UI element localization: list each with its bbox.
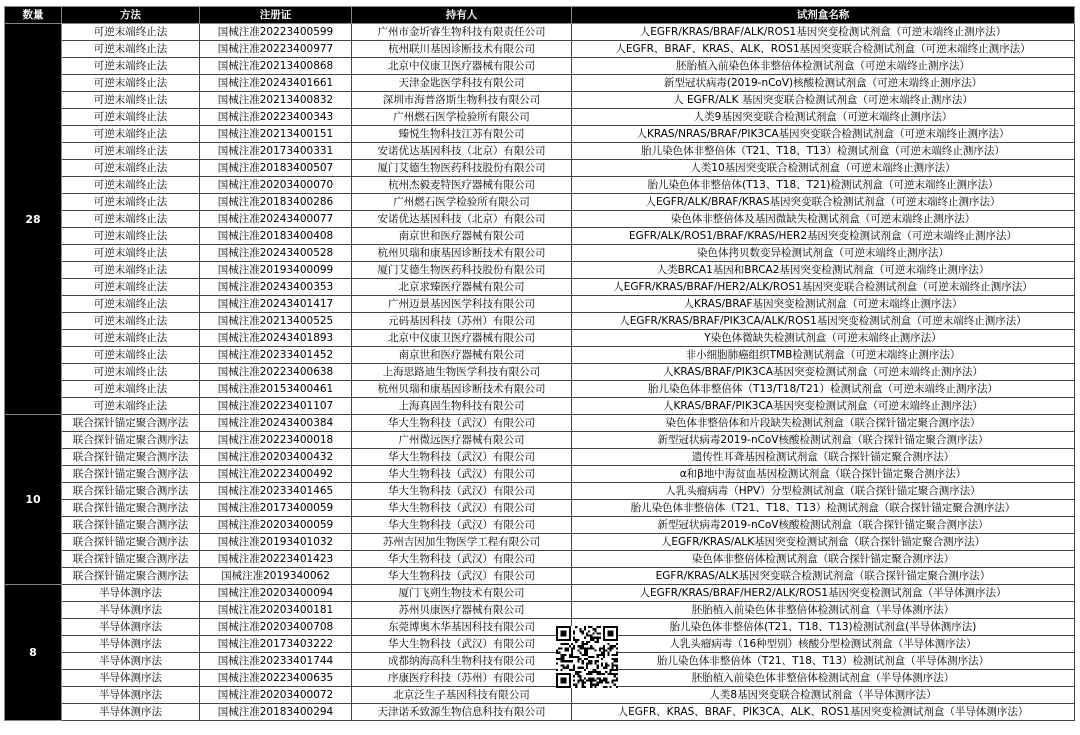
- registration-cell: 国械注准20213400868: [200, 58, 352, 75]
- table-row: [5, 483, 1075, 500]
- table-row: [5, 381, 1075, 398]
- registration-cell: 国械注准20183400507: [200, 160, 352, 177]
- kit-name-cell: 人KRAS/NRAS/BRAF/PIK3CA基因突变联合检测试剂盒（可逆末端终止测序法）: [572, 126, 1075, 143]
- device-registration-table: [4, 6, 1075, 721]
- registration-cell: 国械注准20183400408: [200, 228, 352, 245]
- kit-name-cell: 遗传性耳聋基因检测试剂盒（联合探针锚定聚合测序法）: [572, 449, 1075, 466]
- table-row: [5, 687, 1075, 704]
- holder-cell: 华大生物科技（武汉）有限公司: [352, 636, 572, 653]
- kit-name-cell: 胎儿染色体非整倍体（T21、T18、T13）检测试剂盒（半导体测序法）: [572, 653, 1075, 670]
- kit-name-cell: EGFR/KRAS/ALK基因突变联合检测试剂盒（联合探针锚定聚合测序法）: [572, 568, 1075, 585]
- method-cell: 可逆末端终止法: [62, 126, 200, 143]
- holder-cell: 安诺优达基因科技（北京）有限公司: [352, 211, 572, 228]
- holder-cell: 苏州吉因加生物医学工程有限公司: [352, 534, 572, 551]
- registration-cell: 国械注准20233401744: [200, 653, 352, 670]
- method-cell: 可逆末端终止法: [62, 364, 200, 381]
- method-cell: 半导体测序法: [62, 585, 200, 602]
- holder-cell: 安诺优达基因科技（北京）有限公司: [352, 143, 572, 160]
- table-body: [5, 24, 1075, 721]
- registration-cell: 国械注准20193400099: [200, 262, 352, 279]
- kit-name-cell: 人类10基因突变联合检测试剂盒（可逆末端终止测序法）: [572, 160, 1075, 177]
- method-cell: 可逆末端终止法: [62, 194, 200, 211]
- holder-cell: 杭州贝瑞和康基因诊断技术有限公司: [352, 245, 572, 262]
- method-cell: 联合探针锚定聚合测序法: [62, 568, 200, 585]
- kit-name-cell: 胎儿染色体非整倍体（T13/T18/T21）检测试剂盒（可逆末端终止测序法）: [572, 381, 1075, 398]
- registration-cell: 国械注准20233401465: [200, 483, 352, 500]
- registration-cell: 国械注准20223400599: [200, 24, 352, 41]
- holder-cell: 厦门飞朔生物技术有限公司: [352, 585, 572, 602]
- table-row: [5, 41, 1075, 58]
- method-cell: 可逆末端终止法: [62, 41, 200, 58]
- method-cell: 可逆末端终止法: [62, 109, 200, 126]
- registration-cell: 国械注准20243400384: [200, 415, 352, 432]
- method-cell: 可逆末端终止法: [62, 58, 200, 75]
- holder-cell: 华大生物科技（武汉）有限公司: [352, 517, 572, 534]
- method-cell: 可逆末端终止法: [62, 143, 200, 160]
- table-row: [5, 415, 1075, 432]
- holder-cell: 苏州贝康医疗器械有限公司: [352, 602, 572, 619]
- holder-cell: 杭州联川基因诊断技术有限公司: [352, 41, 572, 58]
- kit-name-cell: Y染色体微缺失检测试剂盒（可逆末端终止测序法）: [572, 330, 1075, 347]
- kit-name-cell: 人 EGFR/ALK 基因突变联合检测试剂盒（可逆末端终止测序法）: [572, 92, 1075, 109]
- kit-name-cell: 胚胎植入前染色体非整倍体检测试剂盒（可逆末端终止测序法）: [572, 58, 1075, 75]
- registration-cell: 国械注准20203400059: [200, 517, 352, 534]
- kit-name-cell: 人KRAS/BRAF/PIK3CA基因突变检测试剂盒（可逆末端终止测序法）: [572, 398, 1075, 415]
- group-count-cell: 10: [5, 415, 62, 585]
- registration-cell: 国械注准20173400059: [200, 500, 352, 517]
- table-row: [5, 24, 1075, 41]
- kit-name-cell: 胎儿染色体非整倍体（T21、T18、T13）检测试剂盒（可逆末端终止测序法）: [572, 143, 1075, 160]
- registration-cell: 国械注准20223401423: [200, 551, 352, 568]
- table-row: [5, 500, 1075, 517]
- kit-name-cell: 人EGFR、KRAS、BRAF、PIK3CA、ALK、ROS1基因突变检测试剂盒（半导体测序法）: [572, 704, 1075, 721]
- method-cell: 可逆末端终止法: [62, 347, 200, 364]
- kit-name-cell: 人KRAS/BRAF基因突变检测试剂盒（可逆末端终止测序法）: [572, 296, 1075, 313]
- holder-cell: 广州市金圻睿生物科技有限责任公司: [352, 24, 572, 41]
- holder-cell: 北京中仪康卫医疗器械有限公司: [352, 58, 572, 75]
- method-cell: 联合探针锚定聚合测序法: [62, 534, 200, 551]
- table-row: [5, 398, 1075, 415]
- table-row: [5, 143, 1075, 160]
- holder-cell: 华大生物科技（武汉）有限公司: [352, 415, 572, 432]
- registration-cell: 国械注准20193401032: [200, 534, 352, 551]
- kit-name-cell: 人乳头瘤病毒（HPV）分型检测试剂盒（联合探针锚定聚合测序法）: [572, 483, 1075, 500]
- method-cell: 可逆末端终止法: [62, 160, 200, 177]
- kit-name-cell: 胚胎植入前染色体非整倍体检测试剂盒（半导体测序法）: [572, 670, 1075, 687]
- table-row: [5, 449, 1075, 466]
- method-cell: 可逆末端终止法: [62, 262, 200, 279]
- kit-name-cell: 新型冠状病毒2019-nCoV核酸检测试剂盒（联合探针锚定聚合测序法）: [572, 432, 1075, 449]
- kit-name-cell: α和β地中海贫血基因检测试剂盒（联合探针锚定聚合测序法）: [572, 466, 1075, 483]
- table-row: [5, 602, 1075, 619]
- kit-name-cell: 新型冠状病毒(2019-nCoV)核酸检测试剂盒（可逆末端终止测序法）: [572, 75, 1075, 92]
- kit-name-cell: 人KRAS/BRAF/PIK3CA基因突变检测试剂盒（可逆末端终止测序法）: [572, 364, 1075, 381]
- registration-cell: 国械注准20243400528: [200, 245, 352, 262]
- kit-name-cell: 人EGFR/KRAS/BRAF/ALK/ROS1基因突变检测试剂盒（可逆末端终止测序法）: [572, 24, 1075, 41]
- holder-cell: 上海真固生物科技有限公司: [352, 398, 572, 415]
- holder-cell: 华大生物科技（武汉）有限公司: [352, 568, 572, 585]
- kit-name-cell: 人EGFR/KRAS/BRAF/HER2/ALK/ROS1基因突变检测试剂盒（半导体测序法）: [572, 585, 1075, 602]
- method-cell: 半导体测序法: [62, 653, 200, 670]
- table-row: [5, 160, 1075, 177]
- registration-cell: 国械注准20203400432: [200, 449, 352, 466]
- registration-cell: 国械注准20233401452: [200, 347, 352, 364]
- registration-cell: 国械注准20223400018: [200, 432, 352, 449]
- kit-name-cell: 人类BRCA1基因和BRCA2基因突变检测试剂盒（可逆末端终止测序法）: [572, 262, 1075, 279]
- method-cell: 联合探针锚定聚合测序法: [62, 500, 200, 517]
- registration-cell: 国械注准20203400708: [200, 619, 352, 636]
- table-row: [5, 636, 1075, 653]
- holder-cell: 广州微远医疗器械有限公司: [352, 432, 572, 449]
- table-row: [5, 92, 1075, 109]
- holder-cell: 杭州杰毅麦特医疗器械有限公司: [352, 177, 572, 194]
- method-cell: 半导体测序法: [62, 704, 200, 721]
- holder-cell: 华大生物科技（武汉）有限公司: [352, 483, 572, 500]
- holder-cell: 华大生物科技（武汉）有限公司: [352, 500, 572, 517]
- registration-cell: 国械注准20223400343: [200, 109, 352, 126]
- table-row: [5, 313, 1075, 330]
- holder-cell: 天津诺禾致源生物信息科技有限公司: [352, 704, 572, 721]
- registration-cell: 国械注准20223401107: [200, 398, 352, 415]
- registration-cell: 国械注准20243401417: [200, 296, 352, 313]
- method-cell: 联合探针锚定聚合测序法: [62, 466, 200, 483]
- method-cell: 半导体测序法: [62, 670, 200, 687]
- holder-cell: 南京世和医疗器械有限公司: [352, 347, 572, 364]
- holder-cell: 广州燃石医学检验所有限公司: [352, 194, 572, 211]
- table-row: [5, 109, 1075, 126]
- registration-cell: 国械注准20223400492: [200, 466, 352, 483]
- table-header: [5, 7, 1075, 24]
- holder-cell: 杭州贝瑞和康基因诊断技术有限公司: [352, 381, 572, 398]
- registration-cell: 国械注准20223400638: [200, 364, 352, 381]
- method-cell: 可逆末端终止法: [62, 75, 200, 92]
- table-row: [5, 568, 1075, 585]
- holder-cell: 华大生物科技（武汉）有限公司: [352, 449, 572, 466]
- kit-name-cell: 人EGFR/KRAS/BRAF/HER2/ALK/ROS1基因突变联合检测试剂盒（可逆末端终止测序法）: [572, 279, 1075, 296]
- header-method: 方法: [62, 7, 200, 24]
- registration-cell: 国械注准20213400151: [200, 126, 352, 143]
- table-row: [5, 364, 1075, 381]
- kit-name-cell: 胎儿染色体非整倍体（T21、T18、T13）检测试剂盒（联合探针锚定聚合测序法）: [572, 500, 1075, 517]
- registration-cell: 国械注准20203400094: [200, 585, 352, 602]
- kit-name-cell: 人乳头瘤病毒（16种型别）核酸分型检测试剂盒（半导体测序法）: [572, 636, 1075, 653]
- registration-cell: 国械注准20173400331: [200, 143, 352, 160]
- table-row: [5, 670, 1075, 687]
- table-row: [5, 177, 1075, 194]
- method-cell: 可逆末端终止法: [62, 279, 200, 296]
- registration-cell: 国械注准20243401893: [200, 330, 352, 347]
- table-row: [5, 75, 1075, 92]
- method-cell: 可逆末端终止法: [62, 211, 200, 228]
- kit-name-cell: 人EGFR/ALK/BRAF/KRAS基因突变联合检测试剂盒（可逆末端终止测序法）: [572, 194, 1075, 211]
- holder-cell: 南京世和医疗器械有限公司: [352, 228, 572, 245]
- table-row: [5, 534, 1075, 551]
- registration-cell: 国械注准20203400181: [200, 602, 352, 619]
- table-row: [5, 245, 1075, 262]
- registration-cell: 国械注准2019340062: [200, 568, 352, 585]
- registration-cell: 国械注准20183400294: [200, 704, 352, 721]
- registration-cell: 国械注准20203400070: [200, 177, 352, 194]
- registration-cell: 国械注准20223400977: [200, 41, 352, 58]
- table-row: [5, 194, 1075, 211]
- holder-cell: 上海思路迪生物医学科技有限公司: [352, 364, 572, 381]
- header-kit-name: 试剂盒名称: [572, 7, 1075, 24]
- holder-cell: 广州迈景基因医学科技有限公司: [352, 296, 572, 313]
- holder-cell: 天津金匙医学科技有限公司: [352, 75, 572, 92]
- registration-cell: 国械注准20203400072: [200, 687, 352, 704]
- registration-cell: 国械注准20243400353: [200, 279, 352, 296]
- kit-name-cell: 胎儿染色体非整倍体(T21、T18、T13)检测试剂盒(半导体测序法): [572, 619, 1075, 636]
- holder-cell: 东莞博奥木华基因科技有限公司: [352, 619, 572, 636]
- method-cell: 联合探针锚定聚合测序法: [62, 551, 200, 568]
- method-cell: 联合探针锚定聚合测序法: [62, 449, 200, 466]
- kit-name-cell: 人EGFR/KRAS/BRAF/PIK3CA/ALK/ROS1基因突变检测试剂盒（可逆末端终止测序法）: [572, 313, 1075, 330]
- registration-cell: 国械注准20243400077: [200, 211, 352, 228]
- registration-cell: 国械注准20183400286: [200, 194, 352, 211]
- kit-name-cell: 胚胎植入前染色体非整倍体检测试剂盒（半导体测序法）: [572, 602, 1075, 619]
- method-cell: 半导体测序法: [62, 687, 200, 704]
- method-cell: 联合探针锚定聚合测序法: [62, 517, 200, 534]
- kit-name-cell: 新型冠状病毒2019-nCoV核酸检测试剂盒（联合探针锚定聚合测序法）: [572, 517, 1075, 534]
- method-cell: 可逆末端终止法: [62, 398, 200, 415]
- header-holder: 持有人: [352, 7, 572, 24]
- table-row: [5, 551, 1075, 568]
- kit-name-cell: 染色体非整倍体及基因微缺失检测试剂盒（可逆末端终止测序法）: [572, 211, 1075, 228]
- method-cell: 可逆末端终止法: [62, 313, 200, 330]
- method-cell: 可逆末端终止法: [62, 296, 200, 313]
- table-row: [5, 279, 1075, 296]
- header-row: [5, 7, 1075, 24]
- registration-cell: 国械注准20243401661: [200, 75, 352, 92]
- table-row: [5, 126, 1075, 143]
- method-cell: 半导体测序法: [62, 602, 200, 619]
- table-row: [5, 347, 1075, 364]
- kit-name-cell: 非小细胞肺癌组织TMB检测试剂盒（可逆末端终止测序法）: [572, 347, 1075, 364]
- kit-name-cell: EGFR/ALK/ROS1/BRAF/KRAS/HER2基因突变检测试剂盒（可逆末端终止测序法）: [572, 228, 1075, 245]
- method-cell: 半导体测序法: [62, 619, 200, 636]
- table-row: [5, 704, 1075, 721]
- table-row: [5, 228, 1075, 245]
- kit-name-cell: 人类8基因突变联合检测试剂盒（半导体测序法）: [572, 687, 1075, 704]
- kit-name-cell: 染色体非整倍体和片段缺失检测试剂盒（联合探针锚定聚合测序法）: [572, 415, 1075, 432]
- holder-cell: 臻悦生物科技江苏有限公司: [352, 126, 572, 143]
- holder-cell: 序康医疗科技（苏州）有限公司: [352, 670, 572, 687]
- method-cell: 可逆末端终止法: [62, 177, 200, 194]
- method-cell: 联合探针锚定聚合测序法: [62, 415, 200, 432]
- method-cell: 半导体测序法: [62, 636, 200, 653]
- registration-cell: 国械注准20213400832: [200, 92, 352, 109]
- kit-name-cell: 人类9基因突变联合检测试剂盒（可逆末端终止测序法）: [572, 109, 1075, 126]
- holder-cell: 北京泛生子基因科技有限公司: [352, 687, 572, 704]
- table-row: [5, 330, 1075, 347]
- holder-cell: 成都纳海高科生物科技有限公司: [352, 653, 572, 670]
- table-row: [5, 262, 1075, 279]
- holder-cell: 深圳市海普洛斯生物科技有限公司: [352, 92, 572, 109]
- holder-cell: 厦门艾德生物医药科技股份有限公司: [352, 262, 572, 279]
- method-cell: 可逆末端终止法: [62, 24, 200, 41]
- table-row: [5, 585, 1075, 602]
- qr-code-icon: [556, 626, 618, 688]
- method-cell: 可逆末端终止法: [62, 92, 200, 109]
- holder-cell: 广州燃石医学检验所有限公司: [352, 109, 572, 126]
- table-row: [5, 296, 1075, 313]
- method-cell: 联合探针锚定聚合测序法: [62, 432, 200, 449]
- header-registration: 注册证: [200, 7, 352, 24]
- table-row: [5, 517, 1075, 534]
- registration-cell: 国械注准20153400461: [200, 381, 352, 398]
- method-cell: 可逆末端终止法: [62, 228, 200, 245]
- group-count-cell: 8: [5, 585, 62, 721]
- holder-cell: 华大生物科技（武汉）有限公司: [352, 466, 572, 483]
- kit-name-cell: 染色体非整倍体检测试剂盒（联合探针锚定聚合测序法）: [572, 551, 1075, 568]
- holder-cell: 厦门艾德生物医药科技股份有限公司: [352, 160, 572, 177]
- kit-name-cell: 人EGFR、BRAF、KRAS、ALK、ROS1基因突变联合检测试剂盒（可逆末端终止测序法）: [572, 41, 1075, 58]
- method-cell: 可逆末端终止法: [62, 245, 200, 262]
- table-row: [5, 466, 1075, 483]
- table-row: [5, 58, 1075, 75]
- table-row: [5, 432, 1075, 449]
- group-count-cell: 28: [5, 24, 62, 415]
- holder-cell: 北京中仪康卫医疗器械有限公司: [352, 330, 572, 347]
- registration-cell: 国械注准20213400525: [200, 313, 352, 330]
- holder-cell: 元码基因科技（苏州）有限公司: [352, 313, 572, 330]
- method-cell: 可逆末端终止法: [62, 381, 200, 398]
- kit-name-cell: 胎儿染色体非整倍体(T13、T18、T21)检测试剂盒（可逆末端终止测序法）: [572, 177, 1075, 194]
- kit-name-cell: 人EGFR/KRAS/ALK基因突变检测试剂盒（联合探针锚定聚合测序法）: [572, 534, 1075, 551]
- holder-cell: 华大生物科技（武汉）有限公司: [352, 551, 572, 568]
- table-row: [5, 619, 1075, 636]
- holder-cell: 北京求臻医疗器械有限公司: [352, 279, 572, 296]
- header-count: 数量: [5, 7, 62, 24]
- method-cell: 联合探针锚定聚合测序法: [62, 483, 200, 500]
- table-row: [5, 211, 1075, 228]
- method-cell: 可逆末端终止法: [62, 330, 200, 347]
- registration-cell: 国械注准20173403222: [200, 636, 352, 653]
- kit-name-cell: 染色体拷贝数变异检测试剂盒（可逆末端终止测序法）: [572, 245, 1075, 262]
- registration-cell: 国械注准20223400635: [200, 670, 352, 687]
- table-row: [5, 653, 1075, 670]
